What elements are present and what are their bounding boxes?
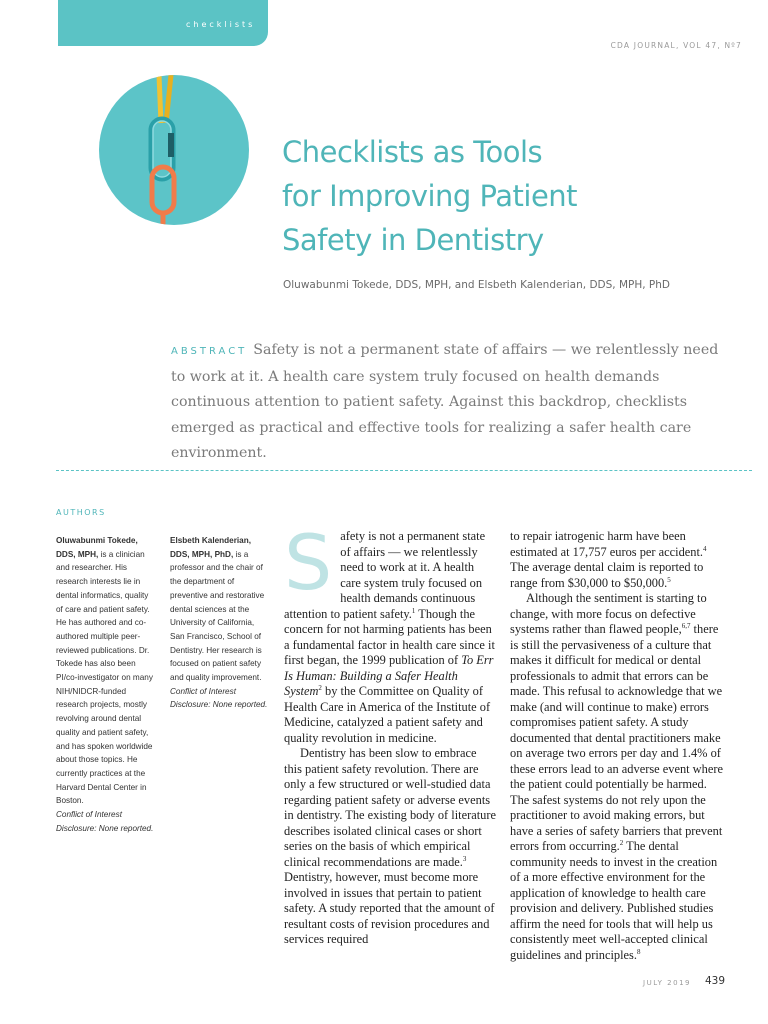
title-line: Safety in Dentistry <box>282 223 544 257</box>
section-tab-label: checklists <box>186 20 256 29</box>
body-column-1 <box>284 518 497 948</box>
author-bio-text: is a professor and the chair of the department of preventive and restorative dental sciences at the University of California, San Francisco, School of Dentistry. Her research is focused on patient safety and quality improvement. <box>170 549 265 683</box>
text-run: The dental community needs to invest in the creation of a more effective environment for the application of knowledge to health care provision and delivery. Published studies affirm the need for tools that will help us consistently meet well-accepted clinical guidelines and principles. <box>510 839 718 962</box>
author-name: Oluwabunmi Tokede, DDS, MPH, <box>56 536 138 559</box>
article-title <box>282 130 577 262</box>
reference: 1 <box>411 606 416 615</box>
authors-label: AUTHORS <box>56 508 106 517</box>
abstract-text: Safety is not a permanent state of affairs — we relentlessly need to work at it. A health care system truly focused on health demands continuous attention to patient safety. Against this backdrop, checklists emerged as practical and effective tools for realizing a safer health care environment. <box>171 342 719 461</box>
body-column-2 <box>510 529 723 963</box>
author-name: Elsbeth Kalenderian, DDS, MPH, PhD, <box>170 536 251 559</box>
section-divider <box>56 470 752 471</box>
title-line: Checklists as Tools <box>282 135 543 169</box>
title-line: for Improving Patient <box>282 179 578 213</box>
paragraph <box>284 518 497 746</box>
book-title: To Err Is Human: Building a Safer Health System <box>284 653 494 698</box>
reference: 2 <box>619 838 624 847</box>
reference: 6,7 <box>681 621 691 630</box>
abstract <box>171 338 731 467</box>
text-run: there is still the pervasiveness of a culture that makes it difficult for medical or dental professionals to admit that errors can be made. This refusal to acknowledge that we make (and will continue to make) errors compromises patient safety. A study documented that dental practitioners make on average two errors per day and 1.4% of these errors lead to an adverse event where the patient could potentially be harmed. The safest systems do not rely upon the practitioner to avoid making errors, but have a series of safety barriers that prevent errors from occurring. <box>510 622 723 853</box>
author-bio-text: is a clinician and researcher. His research interests lie in dental informatics, quality of care and patient safety. He has authored and co-authored multiple peer-reviewed publications. Dr. Tokede has also been PI/co-investigator on many NIH/NIDCR-funded research projects, mostly revolving around dental quality and patient safety, and has spoken worldwide about those topics. He currently practices at the Harvard Dental Center in Boston. <box>56 549 153 806</box>
conflict-disclosure: Conflict of Interest Disclosure: None reported. <box>56 810 154 833</box>
text-run: Though the concern for not harming patients has been a fundamental factor in health care since it first began, the 1999 publication of <box>284 606 495 667</box>
conflict-disclosure: Conflict of Interest Disclosure: None reported. <box>170 686 268 710</box>
text-run: Dentistry, however, must become more involved in issues that pertain to patient safety. A study reported that the amount of resultant costs of revision procedures and services required <box>284 870 495 946</box>
reference: 8 <box>636 947 641 956</box>
text-run: by the Committee on Quality of Health Care in America of the Institute of Medicine, catalyzed a patient safety and quality revolution in medicine. <box>284 684 491 745</box>
text-run: afety is not a permanent state of affairs — we relentlessly need to work at it. A health care system truly focused on health demands continuous attention to patient safety. <box>284 529 486 621</box>
paragraph <box>284 746 497 948</box>
text-run: Dentistry has been slow to embrace this patient safety revolution. There are only a few structured or well-studied data regarding patient safety or adverse events in dentistry. The existing body of literature describes isolated clinical cases or short series on the basis of which empirical clinical recommendations are made. <box>284 746 496 869</box>
reference: 5 <box>667 575 671 584</box>
page-number: 439 <box>705 975 726 987</box>
reference: 4 <box>703 544 707 553</box>
drop-cap: S <box>284 518 333 607</box>
reference: 2 <box>318 683 322 692</box>
abstract-label: ABSTRACT <box>171 346 248 357</box>
journal-info: CDA JOURNAL, VOL 47, Nº7 <box>610 41 742 50</box>
paragraph <box>510 591 723 963</box>
text-run: to repair iatrogenic harm have been estimated at 17,757 euros per accident. <box>510 529 704 559</box>
issue-date: JULY 2019 <box>643 979 691 987</box>
paragraph <box>510 529 723 591</box>
section-tab <box>58 0 268 46</box>
text-run: Although the sentiment is starting to change, with more focus on defective systems rather than flawed people, <box>510 591 707 636</box>
text-run: The average dental claim is reported to range from $30,000 to $50,000. <box>510 560 704 590</box>
author-bio-kalenderian <box>170 534 270 712</box>
carabiner-illustration <box>99 75 249 225</box>
reference: 3 <box>462 854 467 863</box>
author-byline: Oluwabunmi Tokede, DDS, MPH, and Elsbeth Kalenderian, DDS, MPH, PhD <box>283 279 670 291</box>
author-bio-tokede <box>56 534 156 835</box>
